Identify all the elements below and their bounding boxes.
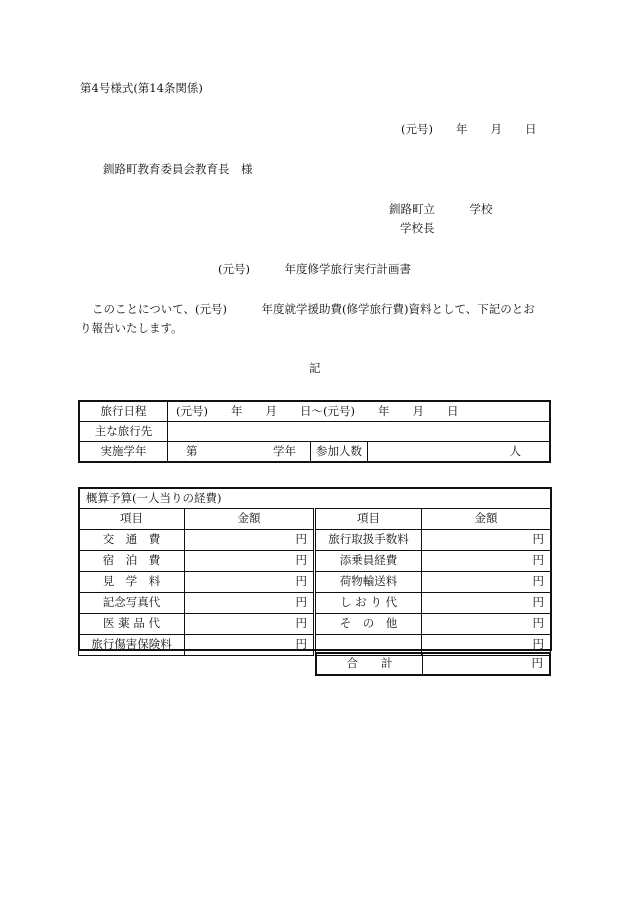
amount-yen: 円	[422, 572, 551, 593]
table-row	[316, 551, 551, 572]
item-label: し お り 代	[316, 593, 422, 614]
header-item: 項目	[316, 509, 422, 530]
participants-label: 参加人数	[311, 442, 368, 463]
table-row	[79, 593, 314, 614]
amount-yen: 円	[185, 614, 314, 635]
destination-label: 主な旅行先	[79, 422, 168, 442]
addressee: 釧路町教育委員会教育長 様	[103, 162, 253, 176]
trip-table	[78, 400, 551, 463]
budget-left-table	[78, 508, 314, 656]
date-line: (元号) 年 月 日	[401, 122, 537, 136]
table-row	[316, 509, 551, 530]
table-row	[316, 614, 551, 635]
ki-mark: 記	[309, 361, 321, 375]
total-table	[315, 652, 551, 676]
table-row	[79, 509, 314, 530]
table-row	[79, 614, 314, 635]
budget-right-table	[315, 508, 551, 656]
item-label: 医 薬 品 代	[79, 614, 185, 635]
total-label: 合 計	[316, 653, 423, 675]
table-row	[79, 551, 314, 572]
header-amount: 金額	[185, 509, 314, 530]
budget-title: 概算予算(一人当りの経費)	[86, 491, 222, 505]
table-row	[79, 422, 550, 442]
participants-unit: 人	[368, 442, 551, 463]
destination-value	[168, 422, 551, 442]
form-number: 第4号様式(第14条関係)	[80, 81, 203, 95]
table-row	[79, 572, 314, 593]
body-line-1: このことについて、(元号) 年度就学援助費(修学旅行費)資料として、下記のとお	[92, 302, 535, 316]
amount-yen: 円	[185, 530, 314, 551]
document-title: (元号) 年度修学旅行実行計画書	[218, 262, 411, 276]
amount-yen: 円	[422, 530, 551, 551]
amount-yen: 円	[185, 551, 314, 572]
item-label: 旅行傷害保険料	[79, 635, 185, 656]
table-row	[316, 593, 551, 614]
amount-yen: 円	[185, 593, 314, 614]
item-label: 記念写真代	[79, 593, 185, 614]
table-row	[79, 442, 550, 463]
sender-school: 釧路町立 学校	[389, 202, 493, 216]
table-row	[316, 572, 551, 593]
table-row	[79, 635, 314, 656]
amount-yen: 円	[422, 593, 551, 614]
table-row	[316, 530, 551, 551]
table-row	[79, 401, 550, 422]
item-label: そ の 他	[316, 614, 422, 635]
grade-prefix: 第	[168, 442, 247, 463]
amount-yen: 円	[185, 572, 314, 593]
table-row	[79, 530, 314, 551]
total-yen: 円	[423, 653, 551, 675]
item-label: 見 学 料	[79, 572, 185, 593]
amount-yen: 円	[422, 551, 551, 572]
item-label: 交 通 費	[79, 530, 185, 551]
item-label: 宿 泊 費	[79, 551, 185, 572]
body-line-2: り報告いたします。	[80, 321, 183, 335]
grade-suffix: 学年	[246, 442, 311, 463]
amount-yen: 円	[422, 614, 551, 635]
item-label: 添乗員経費	[316, 551, 422, 572]
header-amount: 金額	[422, 509, 551, 530]
trip-schedule-label: 旅行日程	[79, 401, 168, 422]
amount-yen: 円	[422, 635, 551, 656]
item-label: 荷物輸送料	[316, 572, 422, 593]
amount-yen: 円	[185, 635, 314, 656]
item-label: 旅行取扱手数料	[316, 530, 422, 551]
header-item: 項目	[79, 509, 185, 530]
grade-label: 実施学年	[79, 442, 168, 463]
trip-schedule-value: (元号) 年 月 日～(元号) 年 月 日	[168, 401, 551, 422]
sender-principal: 学校長	[400, 221, 435, 235]
table-row	[316, 653, 550, 675]
